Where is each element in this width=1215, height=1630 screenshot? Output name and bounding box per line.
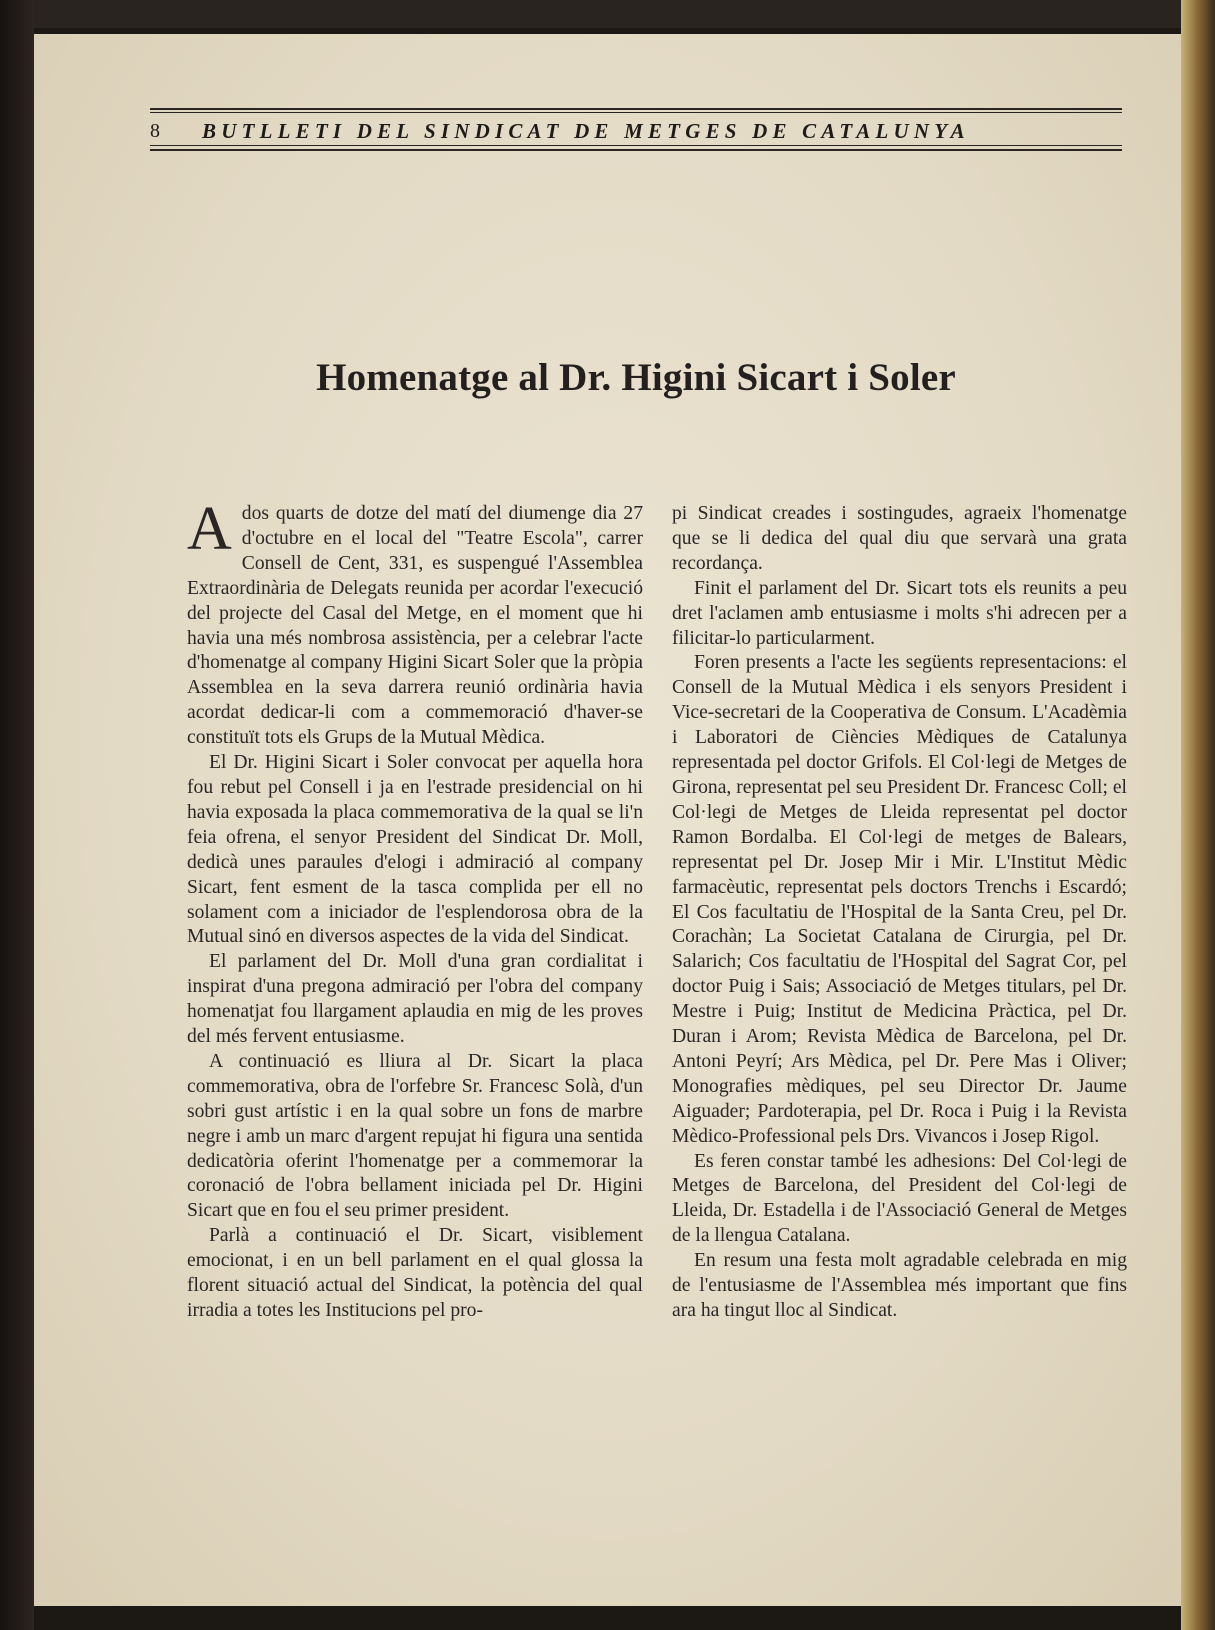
paragraph: Es feren constar també les adhesions: Del Col·legi de Metges de Barcelona, del President del Col·legi de Lleida, Dr. Estadella i de l'Associació General de Metges de la llengua Catalana. (672, 1150, 1127, 1247)
paragraph-text: dos quarts de dotze del matí del diumenge dia 27 d'octubre en el local del "Teatre Escola", carrer Consell de Cent, 331, es suspengué l'Assemblea Extraordinària de Delegats reunida per acordar l'execució del projecte del Casal del Metge, en el moment que hi havia una més nombrosa assistència, per a celebrar l'acte d'homenatge al company Higini Sicart Soler que la pròpia Assemblea en la seva darrera reunió ordinària havia acordat dedicar-li com a commemoració d'haver-se constituït tots els Grups de la Mutual Mèdica. (187, 503, 643, 749)
paragraph: Finit el parlament del Dr. Sicart tots els reunits a peu dret l'aclamen amb entusiasme i molts s'hi adrecen per a filicitar-lo particularment. (672, 577, 1127, 649)
header-rule-top-thin (150, 112, 1122, 113)
paragraph: En resum una festa molt agradable celebrada en mig de l'entusiasme de l'Assemblea més important que fins ara ha tingut lloc al Sindicat. (672, 1250, 1127, 1321)
header-rule-top (150, 108, 1122, 110)
paragraph: Foren presents a l'acte les següents representacions: el Consell de la Mutual Mèdica i els senyors President i Vice-secretari de la Cooperativa de Consum. L'Acadèmia i Laboratori de Ciències Mèdiques de Catalunya representada pel doctor Grifols. El Col·legi de Metges de Girona, representat pel seu President Dr. Francesc Coll; el Col·legi de Metges de Lleida representat pel doctor Ramon Bordalba. El Col·legi de metges de Balears, representat pel Dr. Josep Mir i Mir. L'Institut Mèdic farmacèutic, representat pels doctors Trenchs i Escardó; El Cos facultatiu de l'Hospital de la Santa Creu, pel Dr. Corachàn; La Societat Catalana de Cirurgia, pel Dr. Salarich; Cos facultatiu de l'Hospital del Sagrat Cor, pel doctor Puig i Sais; Associació de Metges titulars, pel Dr. Mestre i Puig; Institut de Medicina Pràctica, pel Dr. Duran i Arom; Revista Mèdica de Barcelona, pel Dr. Antoni Peyrí; Ars Mèdica, pel Dr. Pere Mas i Oliver; Monografies mèdiques, pel seu Director Dr. Jaume Aiguader; Pardoterapia, pel Dr. Roca i Puig i la Revista Mèdico-Professional pels Drs. Vivancos i Josep Rigol. (672, 652, 1127, 1147)
paragraph: El parlament del Dr. Moll d'una gran cordialitat i inspirat d'una pregona admiració per l'obra del company homenatjat fou llargament aplaudia en mig de les proves del més fervent entusiasme. (187, 951, 643, 1048)
header-rule-bottom-thin (150, 145, 1122, 146)
drop-cap: A (187, 495, 232, 563)
running-header (150, 78, 1122, 168)
paragraph: pi Sindicat creades i sostingudes, agraeix l'homenatge que se li dedica del qual diu que servarà una grata recordança. (672, 503, 1127, 574)
book-spine-edge (1181, 0, 1215, 1630)
paragraph: Parlà a continuació el Dr. Sicart, visiblement emocionat, i en un bell parlament en el qual glossa la florent situació actual del Sindicat, la potència del qual irradia a totes les Institucions pel pro- (187, 1225, 643, 1321)
paragraph: A continuació es lliura al Dr. Sicart la placa commemorativa, obra de l'orfebre Sr. Francesc Solà, d'un sobri gust artístic i en la qual sobre un fons de marbre negre i amb un marc d'argent repujat hi figura una sentida dedicatòria oferint l'homenatge per a commemorar la coronació de l'obra bellament iniciada pel Dr. Higini Sicart que en fou el seu primer president. (187, 1050, 643, 1222)
page-number: 8 (150, 119, 160, 142)
scan-left-border (0, 0, 34, 1630)
article-title: Homenatge al Dr. Higini Sicart i Soler (316, 356, 956, 399)
header-row (150, 118, 1122, 144)
paragraph: El Dr. Higini Sicart i Soler convocat per aquella hora fou rebut pel Consell i ja en l'estrade presidencial on hi havia exposada la placa commemorativa de la qual se li'n feia ofrena, el senyor President del Sindicat Dr. Moll, dedicà unes paraules d'elogi i admiració al company Sicart, fent esment de la tasca complida per ell no solament com a iniciador de l'esplendorosa obra de la Mutual sinó en diversos aspectes de la vida del Sindicat. (187, 752, 643, 948)
paragraph (187, 495, 643, 751)
header-rule-bottom (150, 149, 1122, 151)
journal-title: BUTLLETI DEL SINDICAT DE METGES DE CATALUNYA (202, 118, 970, 143)
right-column (672, 502, 1127, 1324)
left-column (187, 495, 643, 1324)
